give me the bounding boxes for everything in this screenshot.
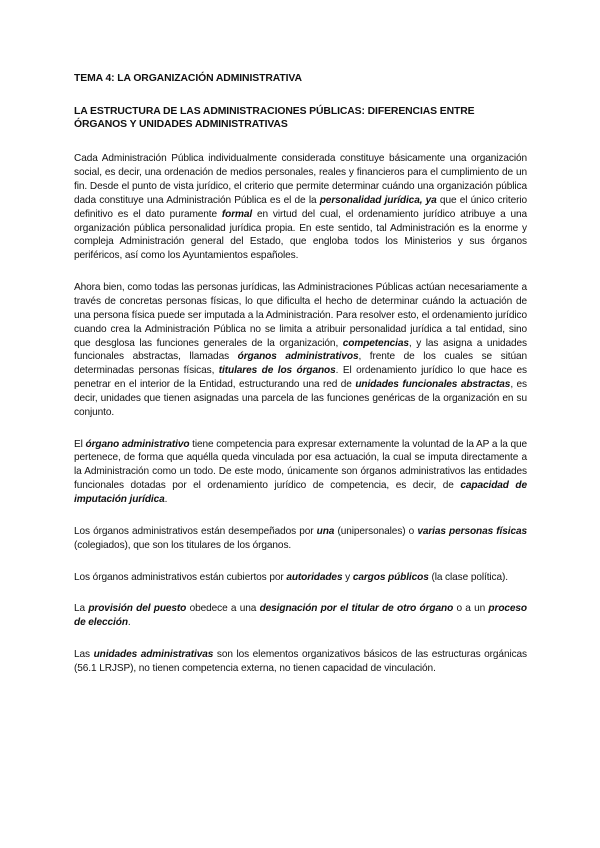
paragraph-text: tiene competencia para expresar externamente la voluntad de la AP a la que pertenece, de forma que aquélla queda vinculada por esa actuación, la cual se imputa directamente a la Administración como un todo. De este modo, únicamente son órganos administrativos las entidades funcionales dotadas por el ordenamiento jurídico de competencia, es decir, de [74,438,527,492]
paragraph-text: (la clase política). [428,571,508,583]
paragraph-text: . El ordenamiento jurídico lo que hace es penetrar en el interior de la Entidad, estructurando una red de [74,365,528,391]
emphasis-unidades-administrativas: unidades administrativas [93,649,214,661]
paragraph-text: . [127,617,131,629]
paragraph-text: . [164,493,168,505]
paragraph-text: Las [74,649,94,661]
paragraph-text: Los órganos administrativos están cubiertos por [74,571,287,583]
section-title: LA ESTRUCTURA DE LAS ADMINISTRACIONES PÚBLICAS: DIFERENCIAS ENTRE ÓRGANOS Y UNIDADES ADMINISTRATIVAS [74,106,475,131]
paragraph-text: Los órganos administrativos están desempeñados por [74,525,317,537]
paragraph-text: Cada Administración Pública individualmente considerada constituye básicamente una organización social, es decir, una ordenación de medios personales, reales y financieros para el cumplimiento de un fin. Desde el punto de vista jurídico, el criterio que permite determinar cuándo una organización pública dada constituye una Administración Pública es el de la [74,153,527,206]
paragraph-text: El [74,438,86,450]
paragraph-autoridades [74,571,527,585]
paragraph-text: obedece a una [186,603,260,615]
document-title: TEMA 4: LA ORGANIZACIÓN ADMINISTRATIVA [74,73,302,84]
paragraph-text: son los elementos organizativos básicos de las estructuras orgánicas (56.1 LRJSP), no tienen competencia externa, no tienen capacidad de vinculación. [74,649,528,674]
paragraph-text: , y las asigna a unidades funcionales abstractas, llamadas [74,337,527,363]
emphasis-formal: formal [221,208,253,220]
paragraph-text: en virtud del cual, el ordenamiento jurídico atribuye a una organización pública personalidad jurídica propia. En este sentido, tal Administración es la enorme y compleja Administración general del Estado, que engloba todos los Ministerios y sus órganos periféricos, así como los Ayuntamientos españoles. [74,208,527,262]
paragraph-text: Ahora bien, como todas las personas jurídicas, las Administraciones Públicas actúan necesariamente a través de concretas personas físicas, lo que dificulta el hecho de determinar cuándo la actuación de una persona física puede ser imputada a la Administración. Para resolver esto, el ordenamiento jurídico cuando crea la Administración Pública no se limita a atribuir personalidad jurídica a tal entidad, sino que desglosa las funciones generales de la organización, [74,282,527,349]
paragraph-desempeno [74,525,527,553]
paragraph-personalidad-juridica [74,152,527,263]
paragraph-organos-administrativos [74,281,527,419]
emphasis-organo-administrativo: órgano administrativo [85,438,190,450]
emphasis-personalidad-juridica: personalidad jurídica, ya [319,194,437,206]
emphasis-designacion: designación por el titular de otro órgano [259,603,454,615]
document-body [74,72,527,690]
paragraph-text: y [342,571,353,583]
emphasis-varias-personas: varias personas físicas [417,525,527,537]
paragraph-provision [74,602,527,630]
emphasis-una: una [316,525,335,537]
paragraph-organo-administrativo [74,438,527,507]
emphasis-competencias: competencias [342,337,409,349]
emphasis-cargos-publicos: cargos públicos [352,571,429,583]
paragraph-unidades-administrativas [74,648,527,676]
emphasis-unidades-funcionales: unidades funcionales abstractas [355,379,511,391]
paragraph-text: que el único criterio definitivo es el dato puramente [74,194,527,220]
paragraph-text: (colegiados), que son los titulares de los órganos. [74,539,292,551]
emphasis-autoridades: autoridades [286,571,343,583]
emphasis-titulares: titulares de los órganos [218,365,336,377]
paragraph-text: , es decir, unidades que tienen asignadas una parcela de las funciones genéricas de la organización en su conjunto. [74,379,528,418]
paragraph-text: , frente de los cuales se sitúan determinadas personas físicas, [74,351,527,377]
paragraph-text: La [74,603,89,615]
paragraph-text: o a un [453,603,489,615]
emphasis-capacidad-imputacion: capacidad de imputación jurídica [74,480,527,505]
emphasis-provision-puesto: provisión del puesto [88,603,187,615]
emphasis-organos-administrativos: órganos administrativos [237,351,359,363]
paragraph-text: (unipersonales) o [334,525,418,537]
emphasis-proceso-eleccion: proceso de elección [74,603,527,629]
